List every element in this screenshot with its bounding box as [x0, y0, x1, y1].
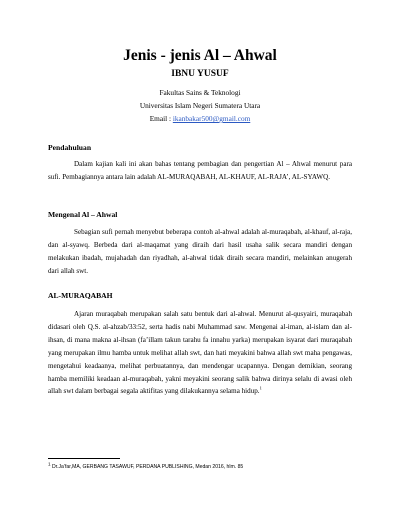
footnote-text: Dr.Ja’far,MA, GERBANG TASAWUF, PERDANA PUBLISHING, Medan 2016, hlm. 85 — [50, 464, 244, 470]
section-body-pendahuluan — [48, 158, 352, 184]
paragraph-text: Ajaran muraqabah merupakan salah satu bentuk dari al-ahwal. Menurut al-qusyairi, muraqabah didasari oleh Q.S. al-ahzab/33:52, serta hadis nabi Muhammad saw. Mengenai al-iman, al-islam dan al-ihsan, di mana makna al-ihsan (fa’illam takun tarahu fa innahu yarka) merupakan isyarat dari muraqabah yang merupakan ilmu hamba untuk melihat allah swt, dan hati meyakini bahwa allah swt maha pengawas, mengetahui keadaanya, melihat perbuatannya, dan mendengar ucapannya. Dengan demikian, seorang hamba memiliki keadaan al-muraqabah, yakni meyakini seorang salik bahwa dirinya selalu di awasi oleh allah swt dalam berbagai segala aktifitas yang dilakukannya selama hidup. — [48, 310, 352, 396]
paragraph: Sebagian sufi pernah menyebut beberapa contoh al-ahwal adalah al-muraqabah, al-khauf, al-raja, dan al-syawq. Berbeda dari al-maqamat yang diraih dari hasil usaha salik secara mandiri dengan melakukan ibadah, mujahadah dan riyadhah, al-ahwal tidak diraih secara mandiri, melainkan anugerah dari allah swt. — [48, 228, 352, 275]
university-line: Universitas Islam Negeri Sumatera Utara — [139, 101, 261, 110]
section-body-mengenal — [48, 226, 352, 278]
paragraph — [48, 308, 352, 398]
section-body-muraqabah — [48, 308, 352, 398]
paragraph: Dalam kajian kali ini akan bahas tentang pembagian dan pengertian Al – Ahwal menurut para sufi. Pembagiannya antara lain adalah AL-MURAQABAH, AL-KHAUF, AL-RAJA’, AL-SYAWQ. — [48, 160, 352, 181]
paper-title: Jenis - jenis Al – Ahwal — [123, 47, 277, 64]
email-label: Email : — [149, 114, 173, 123]
section-heading-pendahuluan: Pendahuluan — [48, 143, 92, 152]
author-name: IBNU YUSUF — [171, 69, 229, 79]
footnote-ref[interactable]: 1 — [259, 386, 262, 392]
section-heading-muraqabah: AL-MURAQABAH — [48, 291, 113, 300]
email-line — [0, 114, 400, 123]
footnote-marker: 1 — [48, 461, 51, 467]
section-heading-mengenal: Mengenal Al – Ahwal — [48, 210, 118, 219]
footnote — [48, 461, 244, 470]
footnote-divider — [48, 458, 120, 459]
faculty-line: Fakultas Sains & Teknologi — [159, 88, 241, 97]
email-link[interactable]: ikanbakar500@gmail.com — [172, 114, 251, 123]
